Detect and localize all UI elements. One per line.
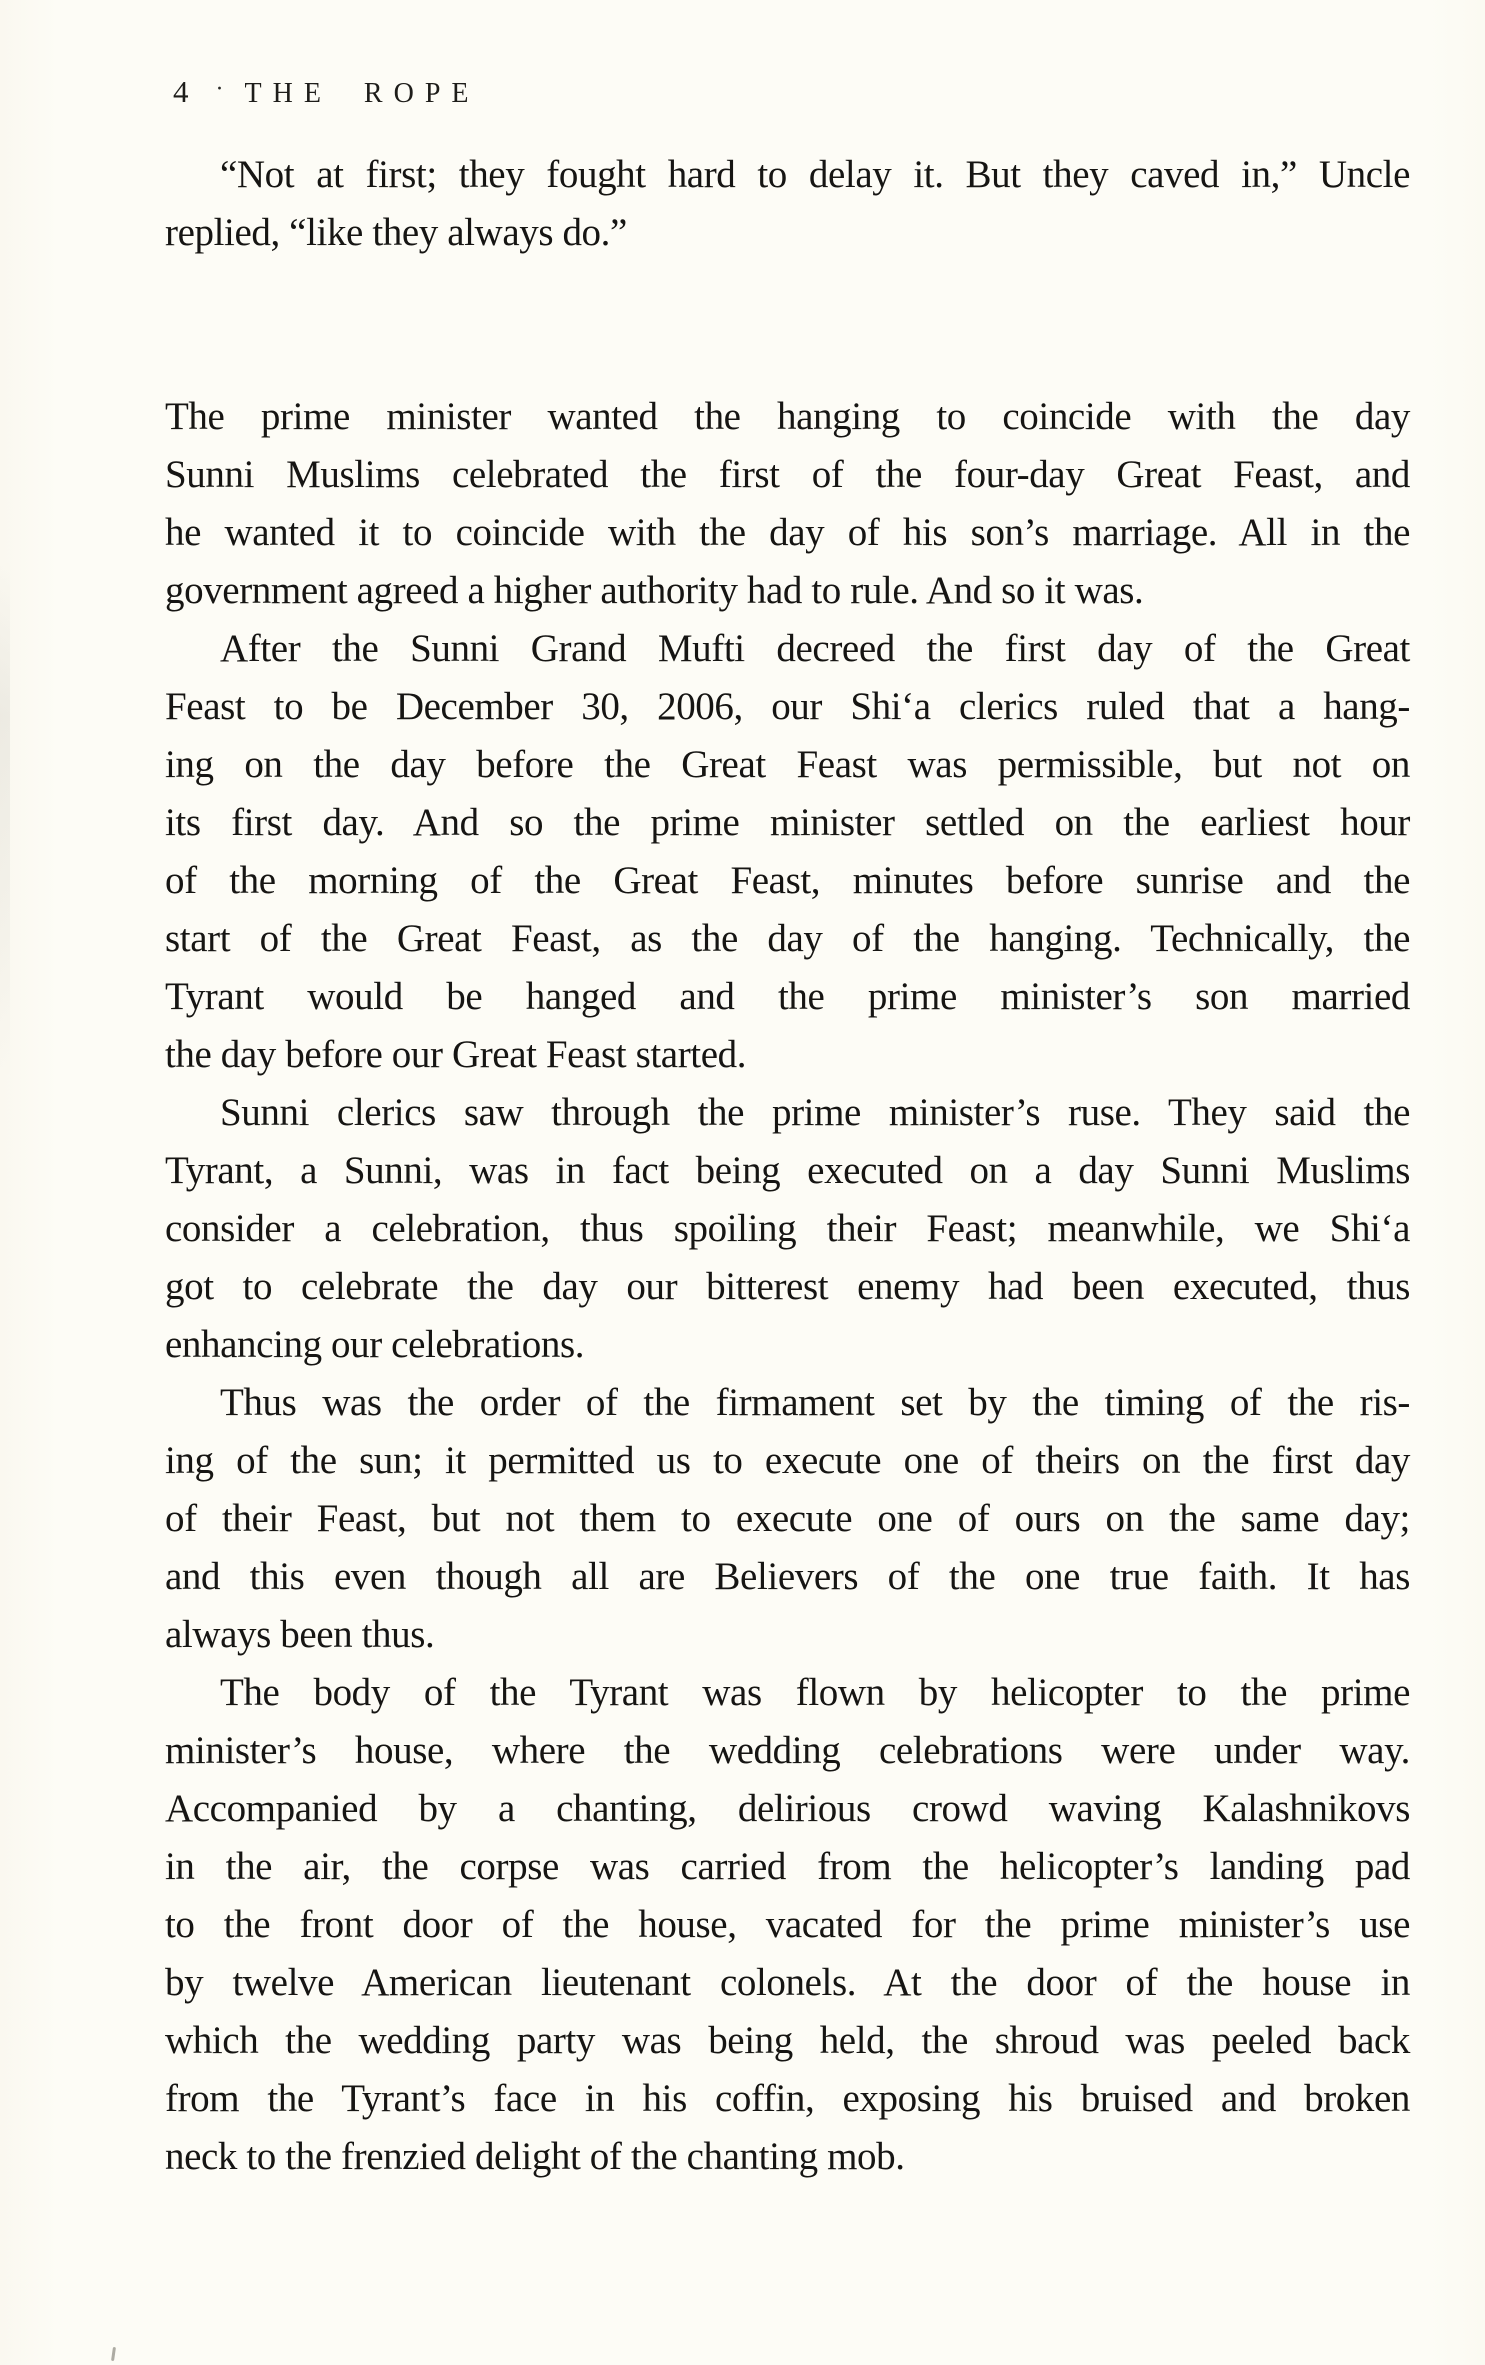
text-line: After the Sunni Grand Mufti decreed the first day of the Great	[220, 627, 1410, 670]
text-line: and this even though all are Believers of the one true faith. It has	[165, 1555, 1410, 1598]
paragraph	[165, 1664, 1410, 2186]
text-line: government agreed a higher authority had to rule. And so it was.	[165, 569, 1144, 612]
text-line: The body of the Tyrant was flown by helicopter to the prime	[220, 1671, 1410, 1714]
page-number: 4	[173, 74, 190, 109]
text-line: he wanted it to coincide with the day of his son’s marriage. All in the	[165, 511, 1410, 554]
paragraph	[165, 146, 1410, 262]
text-line: Sunni Muslims celebrated the first of the four-day Great Feast, and	[165, 453, 1410, 496]
scan-artifact	[111, 2347, 116, 2361]
text-line: which the wedding party was being held, the shroud was peeled back	[165, 2019, 1410, 2062]
text-line: neck to the frenzied delight of the chanting mob.	[165, 2135, 905, 2178]
text-line: in the air, the corpse was carried from the helicopter’s landing pad	[165, 1845, 1410, 1888]
paragraph	[165, 1084, 1410, 1374]
paragraph	[165, 388, 1410, 620]
text-line: its first day. And so the prime minister settled on the earliest hour	[165, 801, 1410, 844]
text-line: from the Tyrant’s face in his coffin, exposing his bruised and broken	[165, 2077, 1410, 2120]
text-line: Accompanied by a chanting, delirious crowd waving Kalashnikovs	[165, 1787, 1410, 1830]
text-line: Sunni clerics saw through the prime minister’s ruse. They said the	[220, 1091, 1410, 1134]
text-line: Feast to be December 30, 2006, our Shi‘a clerics ruled that a hang-	[165, 685, 1410, 728]
text-line: ing of the sun; it permitted us to execute one of theirs on the first day	[165, 1439, 1410, 1482]
text-line: replied, “like they always do.”	[165, 211, 627, 254]
running-title: THE ROPE	[244, 78, 480, 109]
text-line: ing on the day before the Great Feast was permissible, but not on	[165, 743, 1410, 786]
text-line: Tyrant, a Sunni, was in fact being executed on a day Sunni Muslims	[165, 1149, 1410, 1192]
text-line: of their Feast, but not them to execute one of ours on the same day;	[165, 1497, 1410, 1540]
paragraph	[165, 620, 1410, 1084]
text-line: by twelve American lieutenant colonels. At the door of the house in	[165, 1961, 1410, 2004]
text-line: consider a celebration, thus spoiling their Feast; meanwhile, we Shi‘a	[165, 1207, 1410, 1250]
text-line: The prime minister wanted the hanging to coincide with the day	[165, 395, 1410, 438]
text-line: Tyrant would be hanged and the prime minister’s son married	[165, 975, 1410, 1018]
text-line: the day before our Great Feast started.	[165, 1033, 747, 1076]
text-line: of the morning of the Great Feast, minutes before sunrise and the	[165, 859, 1410, 902]
text-line: start of the Great Feast, as the day of the hanging. Technically, the	[165, 917, 1410, 960]
paragraph	[165, 1374, 1410, 1664]
text-line: always been thus.	[165, 1613, 435, 1656]
page-header	[173, 74, 480, 110]
scan-smudge	[0, 560, 10, 1080]
text-line: Thus was the order of the firmament set by the timing of the ris-	[220, 1381, 1410, 1424]
text-line: “Not at first; they fought hard to delay it. But they caved in,” Uncle	[220, 153, 1410, 196]
header-separator-dot: ·	[215, 76, 225, 102]
text-line: got to celebrate the day our bitterest enemy had been executed, thus	[165, 1265, 1410, 1308]
text-line: enhancing our celebrations.	[165, 1323, 585, 1366]
text-line: minister’s house, where the wedding celebrations were under way.	[165, 1729, 1410, 1772]
text-line: to the front door of the house, vacated for the prime minister’s use	[165, 1903, 1410, 1946]
body-text	[165, 146, 1410, 2186]
